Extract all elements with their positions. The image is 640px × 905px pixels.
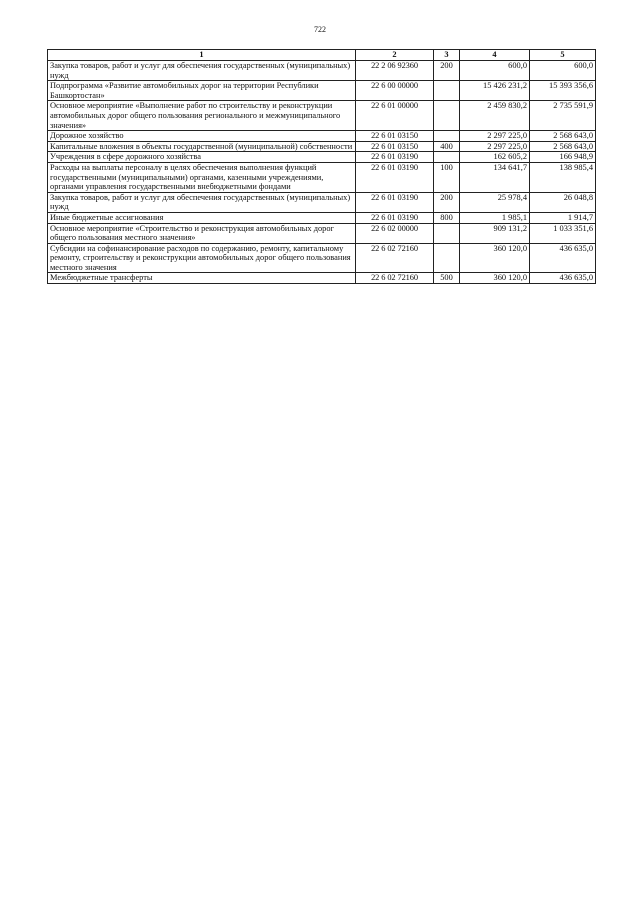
budget-table [47,49,596,284]
column-header-vr: 3 [434,50,460,61]
row-sum-1: 25 978,4 [460,192,530,212]
row-sum-1: 15 426 231,2 [460,81,530,101]
row-code: 22 6 01 00000 [356,101,434,131]
row-sum-2: 436 635,0 [530,243,596,273]
row-code: 22 6 02 00000 [356,223,434,243]
table-header-row [48,50,596,61]
table-row [48,152,596,163]
row-expense-type [434,243,460,273]
row-sum-2: 2 735 591,9 [530,101,596,131]
column-header-code: 2 [356,50,434,61]
row-sum-1: 2 297 225,0 [460,141,530,152]
row-name: Основное мероприятие «Выполнение работ по строительству и реконструкции автомобильных дорог общего пользования регионального и межмуниципального значения» [48,101,356,131]
row-sum-2: 1 033 351,6 [530,223,596,243]
row-expense-type: 200 [434,192,460,212]
row-sum-2: 2 568 643,0 [530,131,596,142]
row-sum-1: 2 297 225,0 [460,131,530,142]
table-row [48,212,596,223]
row-name: Иные бюджетные ассигнования [48,212,356,223]
table-row [48,192,596,212]
row-name: Учреждения в сфере дорожного хозяйства [48,152,356,163]
row-name: Подпрограмма «Развитие автомобильных дорог на территории Республики Башкортостан» [48,81,356,101]
row-expense-type [434,101,460,131]
row-name: Закупка товаров, работ и услуг для обеспечения государственных (муниципальных) нужд [48,192,356,212]
row-expense-type [434,152,460,163]
row-expense-type [434,223,460,243]
row-sum-2: 138 985,4 [530,162,596,192]
row-code: 22 6 02 72160 [356,273,434,284]
row-name: Закупка товаров, работ и услуг для обеспечения государственных (муниципальных) нужд [48,61,356,81]
row-code: 22 6 02 72160 [356,243,434,273]
row-code: 22 6 01 03150 [356,141,434,152]
row-sum-1: 360 120,0 [460,243,530,273]
row-code: 22 6 01 03190 [356,152,434,163]
row-code: 22 6 00 00000 [356,81,434,101]
table-row [48,141,596,152]
row-sum-2: 436 635,0 [530,273,596,284]
row-code: 22 6 01 03190 [356,162,434,192]
page-number: 722 [314,25,326,34]
row-sum-2: 26 048,8 [530,192,596,212]
row-sum-1: 360 120,0 [460,273,530,284]
row-sum-1: 162 605,2 [460,152,530,163]
row-expense-type: 200 [434,61,460,81]
row-sum-2: 600,0 [530,61,596,81]
row-name: Межбюджетные трансферты [48,273,356,284]
row-sum-1: 600,0 [460,61,530,81]
row-sum-1: 2 459 830,2 [460,101,530,131]
row-expense-type [434,131,460,142]
row-expense-type: 100 [434,162,460,192]
row-code: 22 6 01 03190 [356,192,434,212]
table-row [48,81,596,101]
row-sum-2: 15 393 356,6 [530,81,596,101]
column-header-sum2: 5 [530,50,596,61]
row-sum-1: 1 985,1 [460,212,530,223]
table-row [48,243,596,273]
table-row [48,61,596,81]
column-header-sum1: 4 [460,50,530,61]
row-code: 22 6 01 03150 [356,131,434,142]
table-row [48,273,596,284]
row-sum-1: 134 641,7 [460,162,530,192]
column-header-name: 1 [48,50,356,61]
row-expense-type: 800 [434,212,460,223]
row-expense-type [434,81,460,101]
row-expense-type: 400 [434,141,460,152]
row-sum-2: 1 914,7 [530,212,596,223]
row-name: Капитальные вложения в объекты государственной (муниципальной) собственности [48,141,356,152]
row-code: 22 2 06 92360 [356,61,434,81]
table-row [48,101,596,131]
row-name: Основное мероприятие «Строительство и реконструкция автомобильных дорог общего пользования местного значения» [48,223,356,243]
table-row [48,162,596,192]
row-code: 22 6 01 03190 [356,212,434,223]
table-row [48,131,596,142]
row-name: Субсидии на софинансирование расходов по содержанию, ремонту, капитальному ремонту, строительству и реконструкции автомобильных дорог общего пользования местного значения [48,243,356,273]
row-expense-type: 500 [434,273,460,284]
row-name: Дорожное хозяйство [48,131,356,142]
row-sum-2: 166 948,9 [530,152,596,163]
table-row [48,223,596,243]
row-sum-2: 2 568 643,0 [530,141,596,152]
row-name: Расходы на выплаты персоналу в целях обеспечения выполнения функций государственными (муниципальными) органами, казенными учреждениями, органами управления государственными внебюджетными фондами [48,162,356,192]
row-sum-1: 909 131,2 [460,223,530,243]
